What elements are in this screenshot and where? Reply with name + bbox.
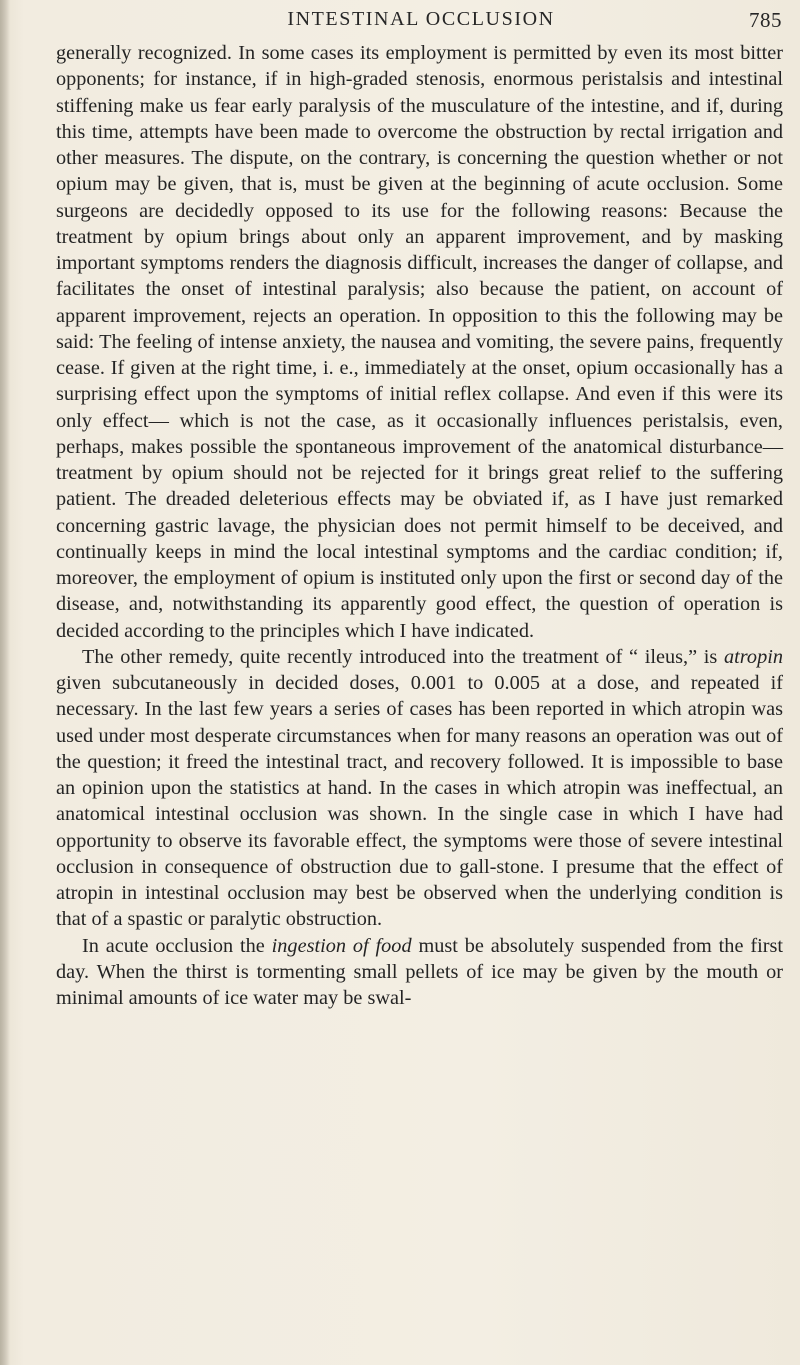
running-title: INTESTINAL OCCLUSION (287, 8, 555, 30)
italic-term: atropin (724, 645, 783, 668)
text-run: must be absolutely suspended from the first day. When the thirst is tormenting small pellets of ice may be given by the mouth or minimal amounts of ice water may be swal- (56, 934, 783, 1009)
text-run: The other remedy, quite recently introduced into the treatment of “ ileus,” is (82, 645, 725, 668)
page-gutter-shadow (0, 0, 10, 1365)
italic-term: ingestion of food (271, 934, 412, 957)
page-number: 785 (749, 8, 782, 32)
paragraph-1 (56, 40, 783, 644)
text-run: generally recognized. In some cases its employment is permitted by even its most bitter opponents; for instance, if in high-graded stenosis, enormous peristalsis and intestinal stiffening make us fear early paralysis of the musculature of the intestine, and if, during this time, attempts have been made to overcome the obstruction by rectal irrigation and other measures. The dispute, on the contrary, is concerning the question whether or not opium may be given, that is, must be given at the beginning of acute occlusion. Some surgeons are decidedly opposed to its use for the following reasons: Because the treatment by opium brings about only an apparent improvement, and by masking important symptoms renders the diagnosis difficult, increases the danger of collapse, and facilitates the onset of intestinal paralysis; also because the patient, on account of apparent improvement, rejects an operation. In opposition to this the following may be said: The feeling of intense anxiety, the nausea and vomiting, the severe pains, frequently cease. If given at the right time, i. e., immediately at the onset, opium occasionally has a surprising effect upon the symptoms of initial reflex collapse. And even if this were its only effect— which is not the case, as it occasionally influences peristalsis, even, perhaps, makes possible the spontaneous improvement of the anatomical disturbance—treatment by opium should not be rejected for it brings great relief to the suffering patient. The dreaded deleterious effects may be obviated if, as I have just remarked concerning gastric lavage, the physician does not permit himself to be deceived, and continually keeps in mind the local intestinal symptoms and the cardiac condition; if, moreover, the employment of opium is instituted only upon the first or second day of the disease, and, notwithstanding its apparently good effect, the question of operation is decided according to the principles which I have indicated. (56, 42, 783, 642)
body-text (56, 40, 783, 1011)
text-run: given subcutaneously in decided doses, 0.001 to 0.005 at a dose, and repeated if necessary. In the last few years a series of cases has been reported in which atropin was used under most desperate circumstances when for many reasons an operation was out of the question; it freed the intestinal tract, and recovery followed. It is impossible to base an opinion upon the statistics at hand. In the cases in which atropin was ineffectual, an anatomical intestinal occlusion was shown. In the single case in which I have had opportunity to observe its favorable effect, the symptoms were those of severe intestinal occlusion in consequence of obstruction due to gall-stone. I presume that the effect of atropin in intestinal occlusion may best be observed when the underlying condition is that of a spastic or paralytic obstruction. (56, 672, 783, 931)
paragraph-3 (56, 933, 783, 1012)
paragraph-2 (56, 644, 783, 933)
text-run: In acute occlusion the (82, 934, 272, 957)
running-header (60, 8, 782, 42)
